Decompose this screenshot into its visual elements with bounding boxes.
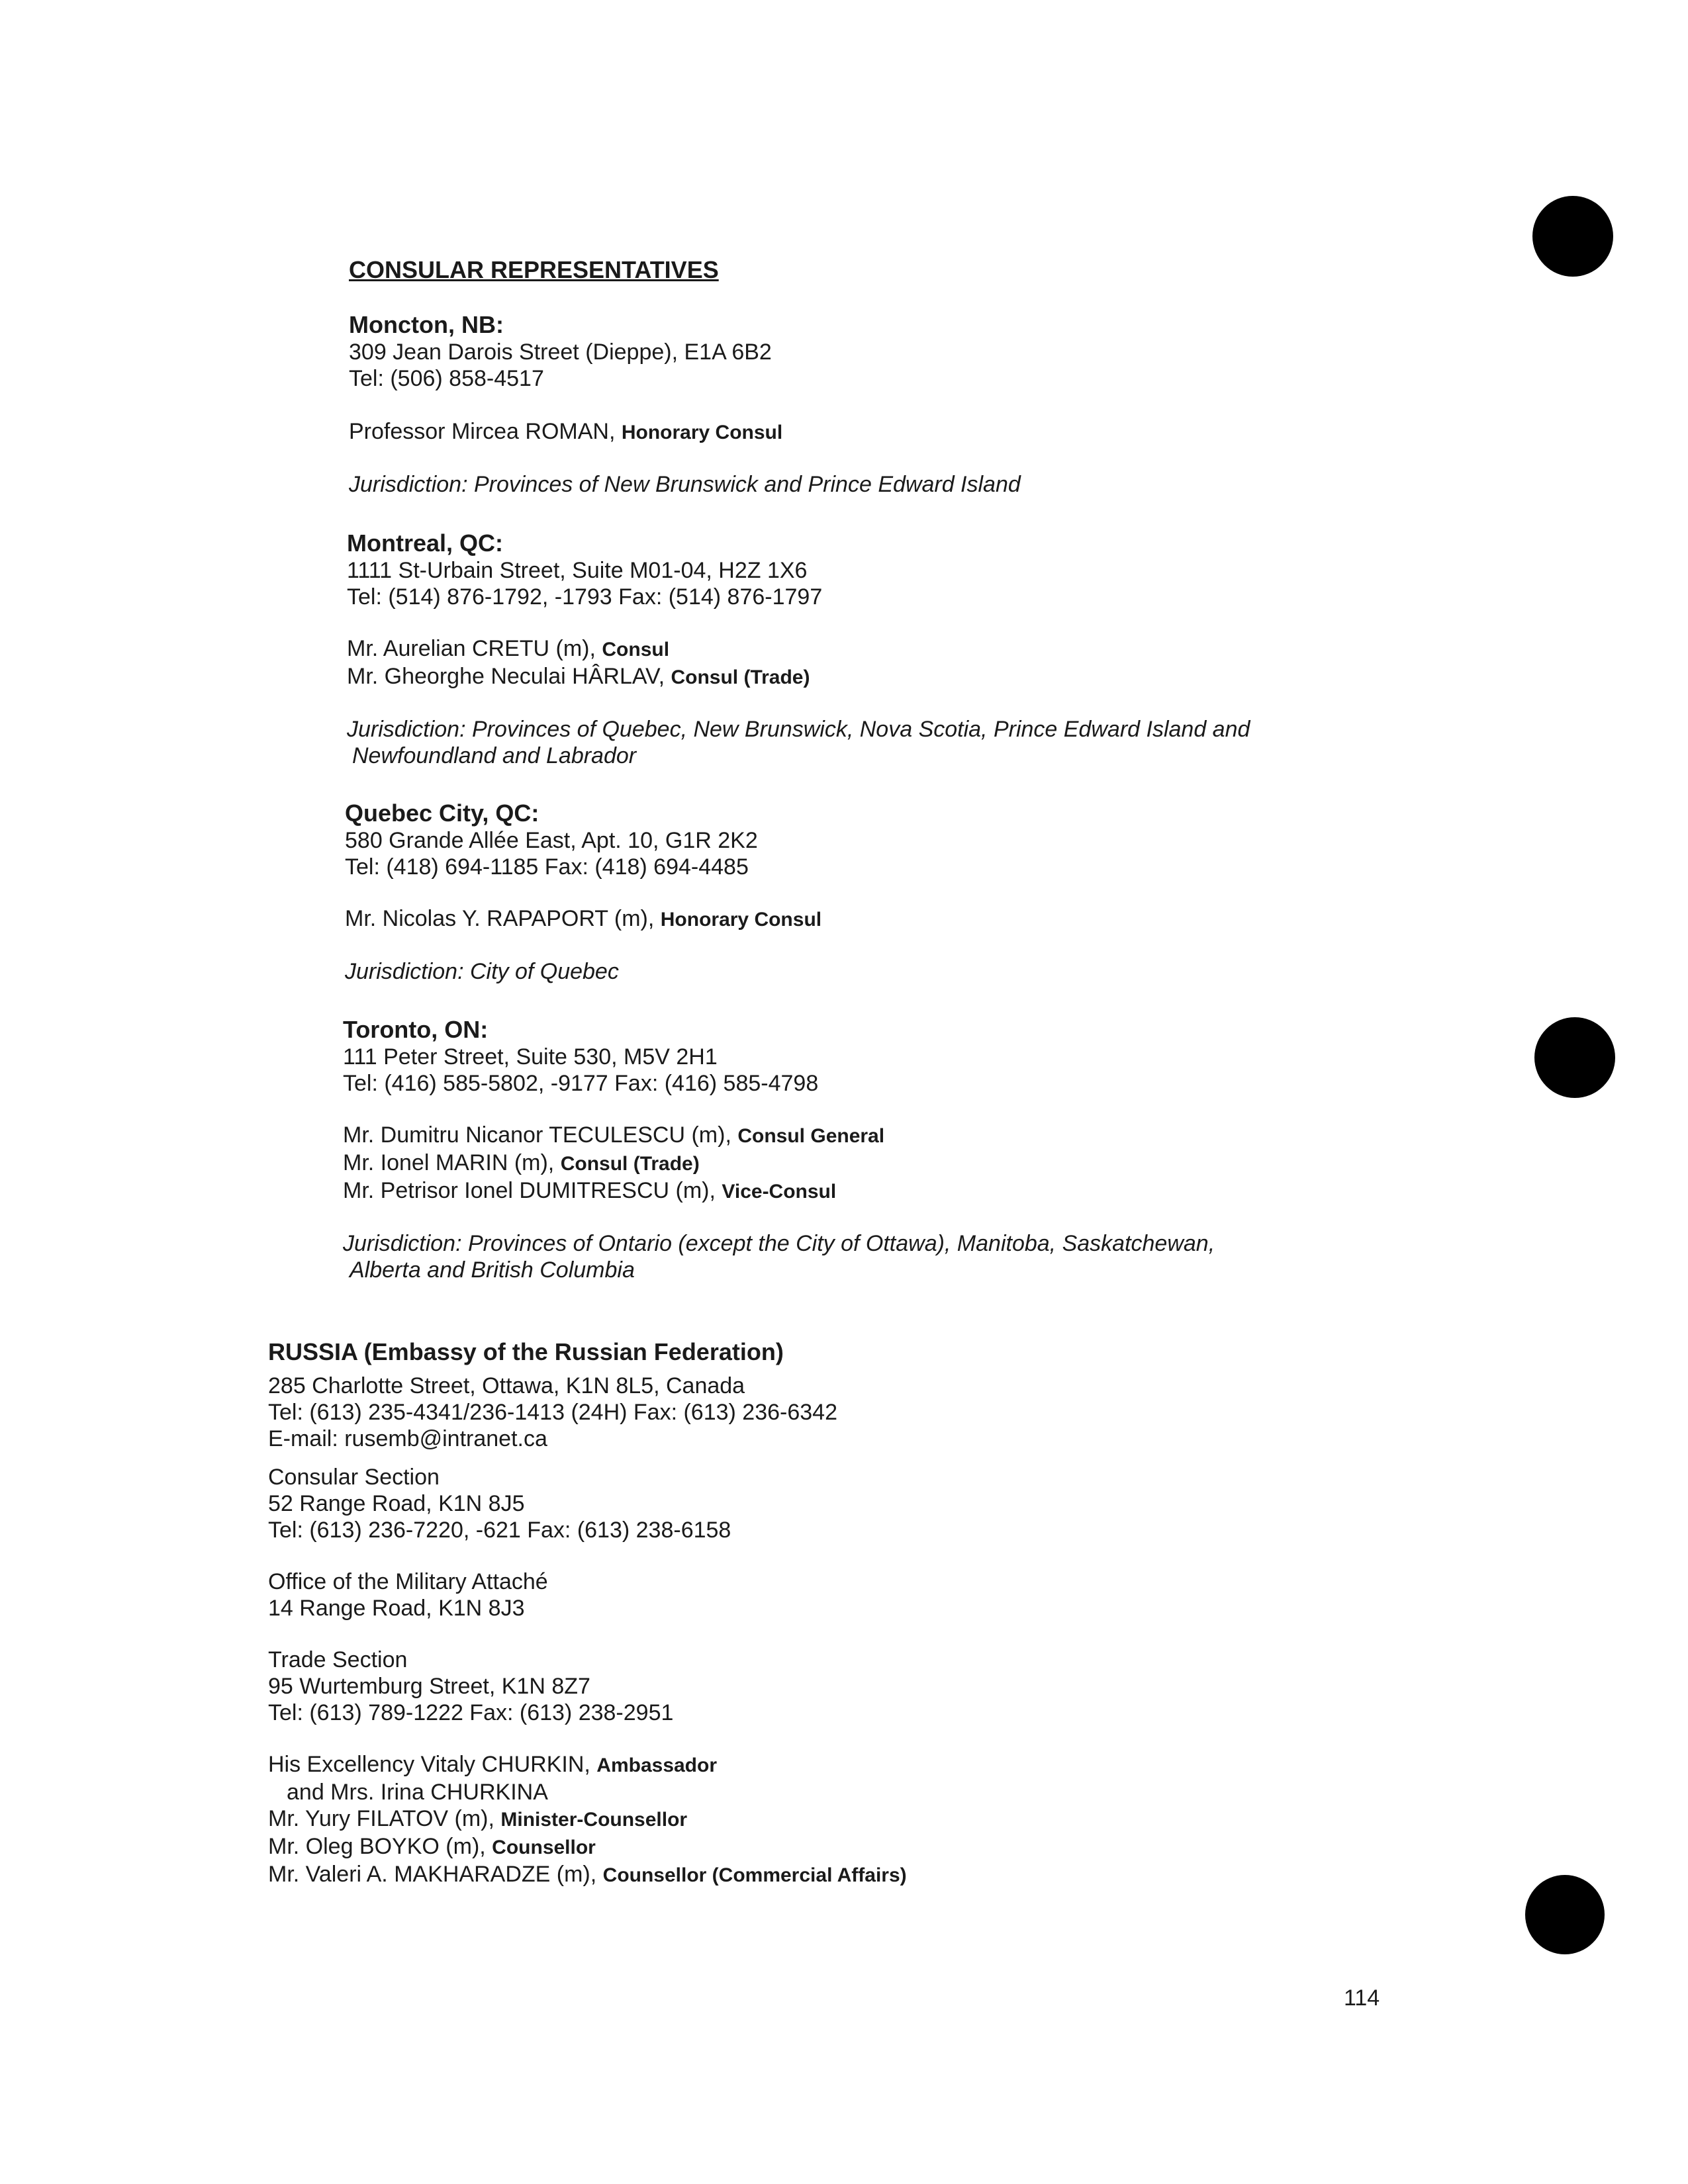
person-name: Mr. Dumitru Nicanor TECULESCU (m),	[343, 1122, 738, 1148]
russia-heading: RUSSIA (Embassy of the Russian Federation)	[268, 1338, 784, 1365]
punch-hole-top	[1532, 196, 1613, 277]
person-role: Ambassador	[596, 1754, 718, 1776]
military-attache-address: 14 Range Road, K1N 8J3	[268, 1596, 525, 1621]
montreal-section	[347, 529, 1250, 769]
quebec-heading: Quebec City, QC:	[345, 799, 539, 827]
person-role: Consul (Trade)	[671, 666, 810, 688]
person-name: Mr. Gheorghe Neculai HÂRLAV,	[347, 664, 671, 689]
toronto-address: 111 Peter Street, Suite 530, M5V 2H1	[343, 1044, 718, 1069]
moncton-tel: Tel: (506) 858-4517	[349, 366, 544, 391]
russia-person-4	[268, 1861, 907, 1889]
consular-section-address: 52 Range Road, K1N 8J5	[268, 1491, 525, 1516]
quebec-section	[345, 799, 821, 985]
moncton-person	[349, 418, 1021, 446]
punch-hole-bottom	[1525, 1875, 1605, 1954]
toronto-jurisdiction-line-2: Alberta and British Columbia	[350, 1257, 635, 1283]
moncton-heading: Moncton, NB:	[349, 311, 504, 338]
person-role: Counsellor	[492, 1837, 596, 1858]
russia-section	[268, 1338, 907, 1889]
russia-person-2	[268, 1805, 907, 1833]
person-name: Mr. Yury FILATOV (m),	[268, 1806, 501, 1831]
toronto-jurisdiction-line-1: Jurisdiction: Provinces of Ontario (except the City of Ottawa), Manitoba, Saskatchewan,	[343, 1231, 1215, 1256]
person-role: Consul (Trade)	[560, 1153, 700, 1175]
moncton-jurisdiction: Jurisdiction: Provinces of New Brunswick and Prince Edward Island	[349, 472, 1021, 497]
montreal-person-2	[347, 663, 1250, 691]
person-name: Mr. Ionel MARIN (m),	[343, 1150, 561, 1175]
person-name: Mr. Valeri A. MAKHARADZE (m),	[268, 1862, 603, 1887]
punch-hole-middle	[1534, 1017, 1615, 1098]
montreal-jurisdiction-line-2: Newfoundland and Labrador	[352, 743, 637, 768]
trade-section-label: Trade Section	[268, 1647, 408, 1672]
trade-section-tel: Tel: (613) 789-1222 Fax: (613) 238-2951	[268, 1700, 674, 1725]
person-name: Mr. Oleg BOYKO (m),	[268, 1834, 492, 1859]
russia-tel: Tel: (613) 235-4341/236-1413 (24H) Fax: (613) 236-6342	[268, 1400, 837, 1425]
consular-section-tel: Tel: (613) 236-7220, -621 Fax: (613) 238-6158	[268, 1518, 731, 1543]
person-name: His Excellency Vitaly CHURKIN,	[268, 1752, 597, 1777]
trade-section-address: 95 Wurtemburg Street, K1N 8Z7	[268, 1674, 590, 1699]
moncton-address: 309 Jean Darois Street (Dieppe), E1A 6B2	[349, 340, 772, 365]
quebec-tel: Tel: (418) 694-1185 Fax: (418) 694-4485	[345, 854, 749, 880]
quebec-address: 580 Grande Allée East, Apt. 10, G1R 2K2	[345, 828, 758, 853]
person-role: Counsellor (Commercial Affairs)	[602, 1864, 907, 1886]
toronto-person-3	[343, 1177, 1215, 1205]
person-name: Mr. Nicolas Y. RAPAPORT (m),	[345, 906, 661, 931]
russia-person-1-spouse: and Mrs. Irina CHURKINA	[287, 1780, 548, 1805]
toronto-person-2	[343, 1150, 1215, 1177]
montreal-tel: Tel: (514) 876-1792, -1793 Fax: (514) 876-1797	[347, 584, 823, 610]
section-title: CONSULAR REPRESENTATIVES	[349, 256, 719, 283]
quebec-person	[345, 905, 821, 933]
montreal-heading: Montreal, QC:	[347, 529, 504, 557]
person-name: Mr. Petrisor Ionel DUMITRESCU (m),	[343, 1178, 722, 1203]
russia-address: 285 Charlotte Street, Ottawa, K1N 8L5, Canada	[268, 1373, 745, 1398]
toronto-tel: Tel: (416) 585-5802, -9177 Fax: (416) 585-4798	[343, 1071, 819, 1096]
person-role: Minister-Counsellor	[500, 1809, 688, 1831]
quebec-jurisdiction: Jurisdiction: City of Quebec	[345, 959, 619, 984]
person-role: Honorary Consul	[621, 422, 783, 443]
montreal-person-1	[347, 635, 1250, 663]
person-name: Mr. Aurelian CRETU (m),	[347, 636, 602, 661]
person-role: Honorary Consul	[660, 909, 822, 931]
toronto-section	[343, 1016, 1215, 1283]
consular-section-label: Consular Section	[268, 1465, 440, 1490]
person-role: Consul	[602, 639, 670, 660]
russia-person-1	[268, 1751, 907, 1779]
person-role: Consul General	[737, 1125, 885, 1147]
russia-email: E-mail: rusemb@intranet.ca	[268, 1426, 547, 1451]
person-role: Vice-Consul	[722, 1181, 837, 1203]
russia-person-3	[268, 1833, 907, 1861]
montreal-address: 1111 St-Urbain Street, Suite M01-04, H2Z 1X6	[347, 558, 808, 583]
military-attache-label: Office of the Military Attaché	[268, 1569, 548, 1594]
toronto-heading: Toronto, ON:	[343, 1016, 489, 1043]
page-number: 114	[1344, 1985, 1380, 2011]
montreal-jurisdiction-line-1: Jurisdiction: Provinces of Quebec, New Brunswick, Nova Scotia, Prince Edward Island and	[347, 717, 1250, 742]
toronto-person-1	[343, 1122, 1215, 1150]
moncton-section	[349, 311, 1021, 498]
person-name: Professor Mircea ROMAN,	[349, 419, 622, 444]
